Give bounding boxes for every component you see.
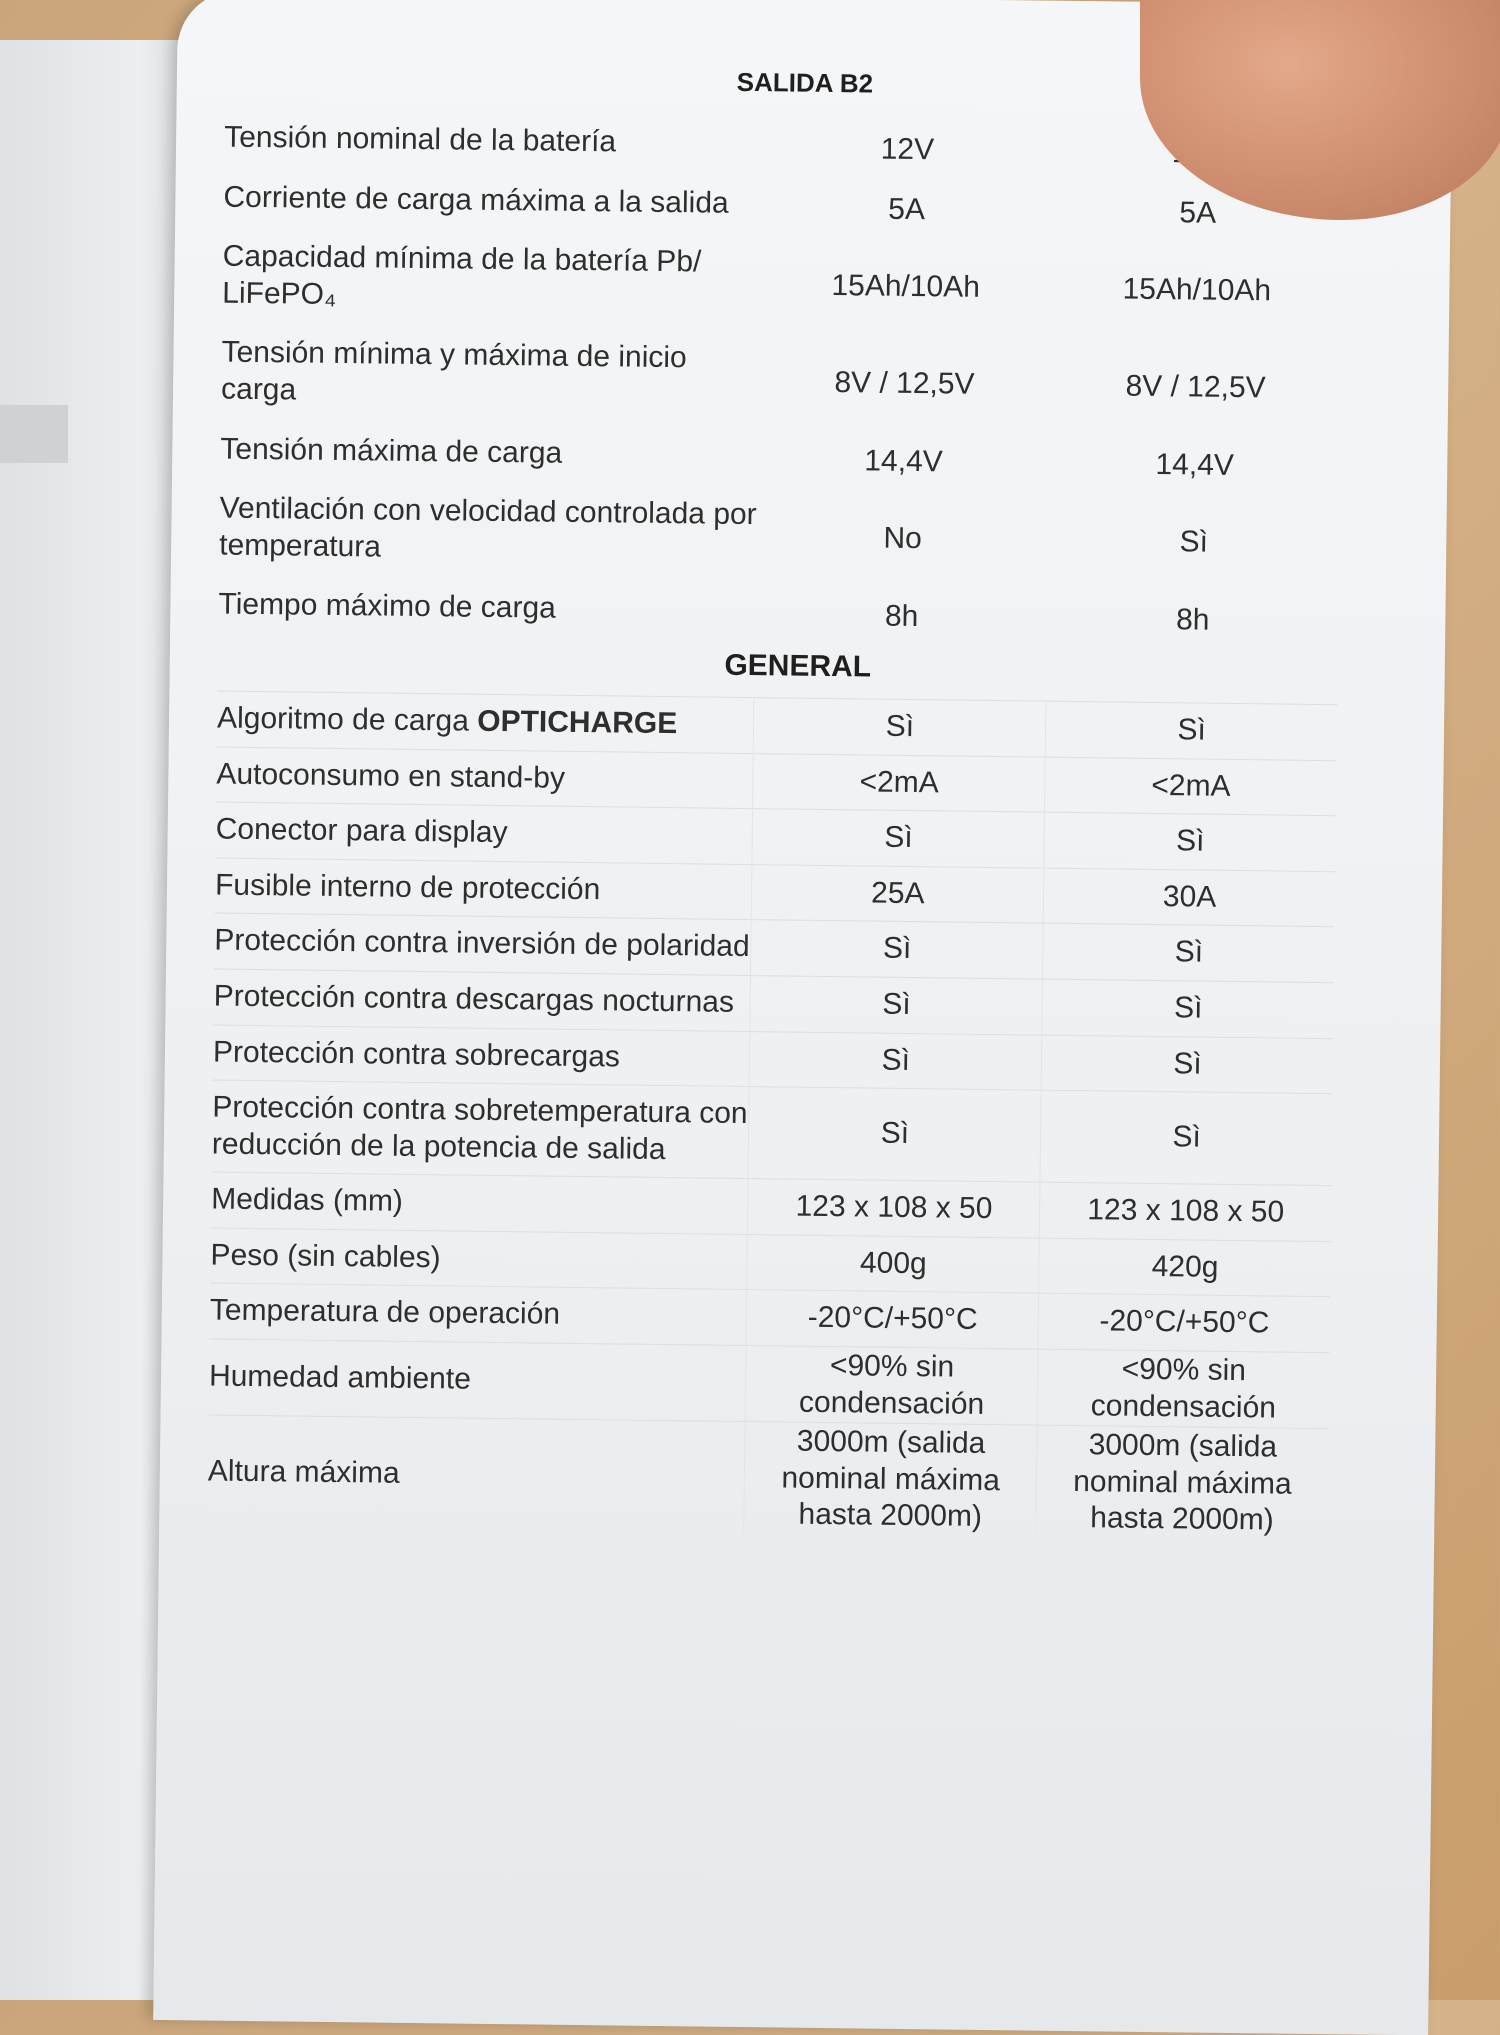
row-value-2: 15Ah/10Ah xyxy=(1122,273,1272,308)
table-row xyxy=(209,1339,1330,1429)
table-row xyxy=(207,1415,1328,1541)
row-value-1: Sì xyxy=(751,920,1043,979)
row-label: Tensión nominal de la batería xyxy=(224,120,617,159)
table-row xyxy=(221,321,1342,431)
row-value-2: Sì xyxy=(1042,979,1334,1038)
row-label: Protección contra sobrecargas xyxy=(213,1025,751,1087)
row-value-2: Sì xyxy=(1043,923,1335,982)
row-label: Protección contra sobretemperatura con reducción de la potencia de salida xyxy=(212,1080,750,1179)
row-label: Conector para display xyxy=(215,802,753,864)
manual-page xyxy=(153,0,1453,2035)
row-value-1: Sì xyxy=(750,975,1042,1034)
row-value-1: 15Ah/10Ah xyxy=(831,269,981,305)
row-value-2: <90% sin condensación xyxy=(1037,1349,1329,1429)
row-value-2: 8h xyxy=(1175,603,1210,637)
row-value-2: 5A xyxy=(1179,195,1217,230)
row-value-2: 8V / 12,5V xyxy=(1125,369,1266,404)
row-label: Protección contra inversión de polaridad xyxy=(214,913,752,975)
row-value-2: 14,4V xyxy=(1155,447,1235,482)
row-value-1: 25A xyxy=(752,864,1044,923)
row-value-1: 5A xyxy=(888,192,926,226)
row-label: Medidas (mm) xyxy=(211,1172,749,1234)
row-value-2: Sì xyxy=(1040,1090,1332,1186)
row-label xyxy=(217,691,755,753)
row-value-2: -20°C/+50°C xyxy=(1038,1294,1330,1353)
row-value-2: <2mA xyxy=(1045,757,1337,816)
spec-sheet xyxy=(207,51,1345,1542)
row-value-1: 3000m (salida nominal máxima hasta 2000m) xyxy=(744,1422,1037,1538)
row-value-1: 400g xyxy=(747,1234,1039,1293)
row-value-2: Sì xyxy=(1044,812,1336,871)
algo-label-prefix: Algoritmo de carga xyxy=(216,701,478,738)
section-title-salida: SALIDA B2 xyxy=(736,66,874,99)
row-label: Tensión mínima y máxima de inicio carga xyxy=(220,335,687,407)
row-value-1: 8V / 12,5V xyxy=(834,365,975,401)
row-value-2: 420g xyxy=(1039,1238,1331,1297)
row-label: Capacidad mínima de la batería Pb/ LiFePO₄ xyxy=(222,239,702,311)
row-label: Altura máxima xyxy=(207,1415,745,1534)
row-label: Humedad ambiente xyxy=(209,1339,747,1422)
row-value-1: <2mA xyxy=(753,753,1045,812)
table-row xyxy=(222,225,1343,335)
table-row xyxy=(219,477,1340,587)
section-title-general: GENERAL xyxy=(724,648,872,684)
row-label: Tiempo máximo de carga xyxy=(218,587,557,626)
row-value-2: 30A xyxy=(1043,868,1335,927)
general-table xyxy=(207,690,1337,1541)
row-label: Corriente de carga máxima a la salida xyxy=(223,180,729,220)
page-tab xyxy=(0,405,68,463)
row-value-1: Sì xyxy=(752,809,1044,868)
row-label: Peso (sin cables) xyxy=(210,1228,748,1290)
row-value-1: Sì xyxy=(750,1031,1042,1090)
row-value-2: 123 x 108 x 50 xyxy=(1040,1182,1332,1241)
row-value-2: Sì xyxy=(1045,701,1337,760)
row-value-1: 8h xyxy=(884,600,919,634)
table-row xyxy=(212,1080,1333,1186)
row-label: Autoconsumo en stand-by xyxy=(216,747,754,809)
row-value-2: Sì xyxy=(1179,525,1209,560)
algo-label-strong: OPTICHARGE xyxy=(477,704,678,741)
row-label: Tensión máxima de carga xyxy=(220,432,563,470)
row-label: Fusible interno de protección xyxy=(215,858,753,920)
row-label: Temperatura de operación xyxy=(210,1283,748,1345)
row-value-1: 123 x 108 x 50 xyxy=(748,1179,1040,1238)
row-value-1: <90% sin condensación xyxy=(746,1346,1039,1426)
row-value-2: 3000m (salida nominal máxima hasta 2000m) xyxy=(1036,1425,1329,1541)
row-label: Protección contra descargas nocturnas xyxy=(213,969,751,1031)
row-value-1: -20°C/+50°C xyxy=(746,1290,1038,1349)
row-value-1: No xyxy=(883,522,923,556)
row-label: Ventilación con velocidad controlada por temperatura xyxy=(219,491,757,564)
row-value-1: 14,4V xyxy=(864,443,943,478)
row-value-1: Sì xyxy=(748,1087,1041,1183)
row-value-1: 12V xyxy=(880,132,935,167)
row-value-2: Sì xyxy=(1041,1035,1333,1094)
row-value-1: Sì xyxy=(754,698,1046,757)
table-row xyxy=(218,573,1339,646)
salida-table xyxy=(218,106,1344,647)
